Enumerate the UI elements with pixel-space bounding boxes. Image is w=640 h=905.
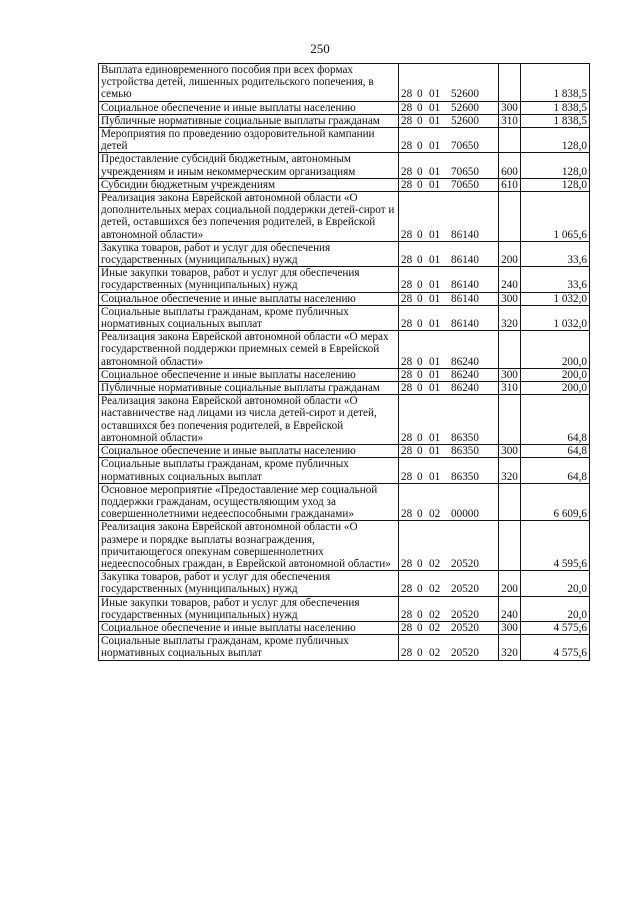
direction-code: 86140 xyxy=(451,228,479,241)
row-amount: 64,8 xyxy=(521,445,590,458)
row-name: Иные закупки товаров, работ и услуг для обеспечения государственных (муниципальных) нужд xyxy=(99,267,399,292)
activity-code: 01 xyxy=(429,88,441,101)
direction-code: 86240 xyxy=(451,382,479,395)
table-row xyxy=(99,395,590,445)
subprogram-code: 0 xyxy=(417,178,423,191)
activity-code: 01 xyxy=(429,368,441,381)
program-code: 28 xyxy=(401,445,413,458)
row-expense-type xyxy=(499,395,521,445)
activity-code: 01 xyxy=(429,470,441,483)
budget-table-body xyxy=(99,64,590,661)
table-row xyxy=(99,101,590,114)
row-amount: 128,0 xyxy=(521,128,590,153)
subprogram-code: 0 xyxy=(417,114,423,127)
table-row xyxy=(99,305,590,330)
activity-code: 01 xyxy=(429,254,441,267)
row-code xyxy=(399,395,499,445)
row-code xyxy=(399,621,499,634)
direction-code: 86350 xyxy=(451,445,479,458)
row-name: Социальные выплаты гражданам, кроме публичных нормативных социальных выплат xyxy=(99,635,399,660)
activity-code: 01 xyxy=(429,382,441,395)
row-expense-type xyxy=(499,64,521,102)
program-code: 28 xyxy=(401,101,413,114)
row-expense-type: 310 xyxy=(499,114,521,127)
row-amount: 20,0 xyxy=(521,596,590,621)
activity-code: 01 xyxy=(429,178,441,191)
budget-table xyxy=(98,63,590,661)
subprogram-code: 0 xyxy=(417,140,423,153)
subprogram-code: 0 xyxy=(417,101,423,114)
table-row xyxy=(99,571,590,596)
row-expense-type: 320 xyxy=(499,458,521,483)
row-name: Социальное обеспечение и иные выплаты населению xyxy=(99,101,399,114)
direction-code: 86140 xyxy=(451,279,479,292)
subprogram-code: 0 xyxy=(417,583,423,596)
row-name: Реализация закона Еврейской автономной области «О наставничестве над лицами из числа детей-сирот и детей, оставшихся без попечения родителей, в Еврейской автономной области» xyxy=(99,395,399,445)
direction-code: 70650 xyxy=(451,178,479,191)
table-row xyxy=(99,241,590,266)
row-expense-type: 320 xyxy=(499,305,521,330)
row-amount: 20,0 xyxy=(521,571,590,596)
activity-code: 01 xyxy=(429,114,441,127)
direction-code: 70650 xyxy=(451,165,479,178)
table-row xyxy=(99,331,590,369)
direction-code: 52600 xyxy=(451,114,479,127)
table-row xyxy=(99,128,590,153)
table-row xyxy=(99,458,590,483)
row-expense-type: 300 xyxy=(499,292,521,305)
table-row xyxy=(99,621,590,634)
direction-code: 86240 xyxy=(451,355,479,368)
activity-code: 01 xyxy=(429,318,441,331)
row-amount: 1 065,6 xyxy=(521,192,590,242)
row-expense-type: 300 xyxy=(499,368,521,381)
program-code: 28 xyxy=(401,114,413,127)
direction-code: 20520 xyxy=(451,608,479,621)
row-name: Публичные нормативные социальные выплаты гражданам xyxy=(99,114,399,127)
row-name: Реализация закона Еврейской автономной области «О размере и порядке выплаты вознаграждения, причитающегося опекунам совершеннолетних недееспособных граждан, в Еврейской автономной области» xyxy=(99,521,399,571)
row-name: Социальные выплаты гражданам, кроме публичных нормативных социальных выплат xyxy=(99,458,399,483)
program-code: 28 xyxy=(401,178,413,191)
row-code xyxy=(399,596,499,621)
subprogram-code: 0 xyxy=(417,445,423,458)
row-code xyxy=(399,101,499,114)
row-name: Иные закупки товаров, работ и услуг для обеспечения государственных (муниципальных) нужд xyxy=(99,596,399,621)
row-name: Реализация закона Еврейской автономной области «О дополнительных мерах социальной поддержки детей-сирот и детей, оставшихся без попечения родителей, в Еврейской автономной области» xyxy=(99,192,399,242)
row-expense-type: 240 xyxy=(499,596,521,621)
row-code xyxy=(399,114,499,127)
subprogram-code: 0 xyxy=(417,254,423,267)
row-code xyxy=(399,368,499,381)
program-code: 28 xyxy=(401,647,413,660)
row-name: Субсидии бюджетным учреждениям xyxy=(99,178,399,191)
row-code xyxy=(399,382,499,395)
row-name: Социальные выплаты гражданам, кроме публичных нормативных социальных выплат xyxy=(99,305,399,330)
activity-code: 01 xyxy=(429,292,441,305)
page-number: 250 xyxy=(310,41,330,56)
row-expense-type: 200 xyxy=(499,241,521,266)
subprogram-code: 0 xyxy=(417,318,423,331)
program-code: 28 xyxy=(401,140,413,153)
row-amount: 200,0 xyxy=(521,368,590,381)
direction-code: 20520 xyxy=(451,621,479,634)
row-expense-type: 600 xyxy=(499,153,521,178)
row-code xyxy=(399,635,499,660)
row-amount: 1 838,5 xyxy=(521,114,590,127)
activity-code: 02 xyxy=(429,508,441,521)
subprogram-code: 0 xyxy=(417,382,423,395)
row-name: Публичные нормативные социальные выплаты гражданам xyxy=(99,382,399,395)
row-expense-type: 320 xyxy=(499,635,521,660)
row-name: Предоставление субсидий бюджетным, автономным учреждениям и иным некоммерческим организациям xyxy=(99,153,399,178)
program-code: 28 xyxy=(401,318,413,331)
direction-code: 70650 xyxy=(451,140,479,153)
program-code: 28 xyxy=(401,279,413,292)
row-name: Социальное обеспечение и иные выплаты населению xyxy=(99,445,399,458)
row-name: Социальное обеспечение и иные выплаты населению xyxy=(99,621,399,634)
table-row xyxy=(99,635,590,660)
program-code: 28 xyxy=(401,382,413,395)
subprogram-code: 0 xyxy=(417,228,423,241)
row-expense-type xyxy=(499,192,521,242)
row-code xyxy=(399,178,499,191)
direction-code: 20520 xyxy=(451,647,479,660)
row-expense-type: 300 xyxy=(499,621,521,634)
table-row xyxy=(99,178,590,191)
row-name: Закупка товаров, работ и услуг для обеспечения государственных (муниципальных) нужд xyxy=(99,571,399,596)
row-amount: 1 838,5 xyxy=(521,101,590,114)
direction-code: 20520 xyxy=(451,583,479,596)
activity-code: 01 xyxy=(429,355,441,368)
subprogram-code: 0 xyxy=(417,368,423,381)
row-expense-type: 310 xyxy=(499,382,521,395)
subprogram-code: 0 xyxy=(417,647,423,660)
subprogram-code: 0 xyxy=(417,608,423,621)
table-row xyxy=(99,445,590,458)
row-expense-type: 300 xyxy=(499,445,521,458)
program-code: 28 xyxy=(401,583,413,596)
row-name: Социальное обеспечение и иные выплаты населению xyxy=(99,368,399,381)
row-expense-type xyxy=(499,521,521,571)
table-row xyxy=(99,596,590,621)
direction-code: 52600 xyxy=(451,101,479,114)
table-row xyxy=(99,267,590,292)
program-code: 28 xyxy=(401,165,413,178)
table-row xyxy=(99,483,590,521)
direction-code: 00000 xyxy=(451,508,479,521)
row-amount: 33,6 xyxy=(521,241,590,266)
direction-code: 20520 xyxy=(451,557,479,570)
subprogram-code: 0 xyxy=(417,165,423,178)
table-row xyxy=(99,382,590,395)
row-amount: 4 575,6 xyxy=(521,635,590,660)
row-name: Основное мероприятие «Предоставление мер социальной поддержки гражданам, осуществляющим уход за совершеннолетними недееспособными гражданами» xyxy=(99,483,399,521)
row-name: Выплата единовременного пособия при всех формах устройства детей, лишенных родительского попечения, в семью xyxy=(99,64,399,102)
table-row xyxy=(99,192,590,242)
row-code xyxy=(399,521,499,571)
row-code xyxy=(399,458,499,483)
row-code xyxy=(399,331,499,369)
row-amount: 1 032,0 xyxy=(521,292,590,305)
table-row xyxy=(99,114,590,127)
row-amount: 128,0 xyxy=(521,178,590,191)
row-expense-type: 240 xyxy=(499,267,521,292)
direction-code: 86140 xyxy=(451,318,479,331)
table-row xyxy=(99,64,590,102)
row-code xyxy=(399,483,499,521)
direction-code: 86350 xyxy=(451,470,479,483)
activity-code: 01 xyxy=(429,431,441,444)
program-code: 28 xyxy=(401,557,413,570)
row-code xyxy=(399,128,499,153)
subprogram-code: 0 xyxy=(417,557,423,570)
subprogram-code: 0 xyxy=(417,355,423,368)
row-amount: 64,8 xyxy=(521,395,590,445)
table-row xyxy=(99,153,590,178)
row-expense-type: 610 xyxy=(499,178,521,191)
subprogram-code: 0 xyxy=(417,621,423,634)
row-expense-type: 200 xyxy=(499,571,521,596)
row-code xyxy=(399,192,499,242)
row-expense-type xyxy=(499,331,521,369)
program-code: 28 xyxy=(401,88,413,101)
row-name: Реализация закона Еврейской автономной области «О мерах государственной поддержки приемных семей в Еврейской автономной области» xyxy=(99,331,399,369)
activity-code: 02 xyxy=(429,583,441,596)
program-code: 28 xyxy=(401,355,413,368)
row-name: Закупка товаров, работ и услуг для обеспечения государственных (муниципальных) нужд xyxy=(99,241,399,266)
subprogram-code: 0 xyxy=(417,431,423,444)
program-code: 28 xyxy=(401,254,413,267)
row-amount: 4 595,6 xyxy=(521,521,590,571)
program-code: 28 xyxy=(401,470,413,483)
table-row xyxy=(99,521,590,571)
activity-code: 02 xyxy=(429,557,441,570)
table-row xyxy=(99,292,590,305)
table-row xyxy=(99,368,590,381)
subprogram-code: 0 xyxy=(417,470,423,483)
program-code: 28 xyxy=(401,292,413,305)
direction-code: 86240 xyxy=(451,368,479,381)
row-code xyxy=(399,571,499,596)
activity-code: 01 xyxy=(429,165,441,178)
direction-code: 86140 xyxy=(451,292,479,305)
row-amount: 1 838,5 xyxy=(521,64,590,102)
program-code: 28 xyxy=(401,228,413,241)
row-amount: 33,6 xyxy=(521,267,590,292)
activity-code: 01 xyxy=(429,101,441,114)
row-expense-type xyxy=(499,483,521,521)
row-amount: 4 575,6 xyxy=(521,621,590,634)
program-code: 28 xyxy=(401,508,413,521)
activity-code: 02 xyxy=(429,621,441,634)
row-code xyxy=(399,64,499,102)
subprogram-code: 0 xyxy=(417,279,423,292)
row-amount: 200,0 xyxy=(521,331,590,369)
row-code xyxy=(399,241,499,266)
subprogram-code: 0 xyxy=(417,88,423,101)
row-code xyxy=(399,153,499,178)
activity-code: 02 xyxy=(429,608,441,621)
direction-code: 86350 xyxy=(451,431,479,444)
direction-code: 52600 xyxy=(451,88,479,101)
activity-code: 01 xyxy=(429,228,441,241)
row-amount: 200,0 xyxy=(521,382,590,395)
row-code xyxy=(399,292,499,305)
row-name: Социальное обеспечение и иные выплаты населению xyxy=(99,292,399,305)
row-expense-type xyxy=(499,128,521,153)
row-amount: 6 609,6 xyxy=(521,483,590,521)
row-code xyxy=(399,445,499,458)
activity-code: 01 xyxy=(429,279,441,292)
row-code xyxy=(399,305,499,330)
program-code: 28 xyxy=(401,431,413,444)
row-amount: 64,8 xyxy=(521,458,590,483)
row-amount: 1 032,0 xyxy=(521,305,590,330)
activity-code: 01 xyxy=(429,445,441,458)
activity-code: 02 xyxy=(429,647,441,660)
program-code: 28 xyxy=(401,368,413,381)
row-expense-type: 300 xyxy=(499,101,521,114)
activity-code: 01 xyxy=(429,140,441,153)
program-code: 28 xyxy=(401,621,413,634)
direction-code: 86140 xyxy=(451,254,479,267)
subprogram-code: 0 xyxy=(417,508,423,521)
program-code: 28 xyxy=(401,608,413,621)
row-code xyxy=(399,267,499,292)
subprogram-code: 0 xyxy=(417,292,423,305)
row-amount: 128,0 xyxy=(521,153,590,178)
row-name: Мероприятия по проведению оздоровительной кампании детей xyxy=(99,128,399,153)
